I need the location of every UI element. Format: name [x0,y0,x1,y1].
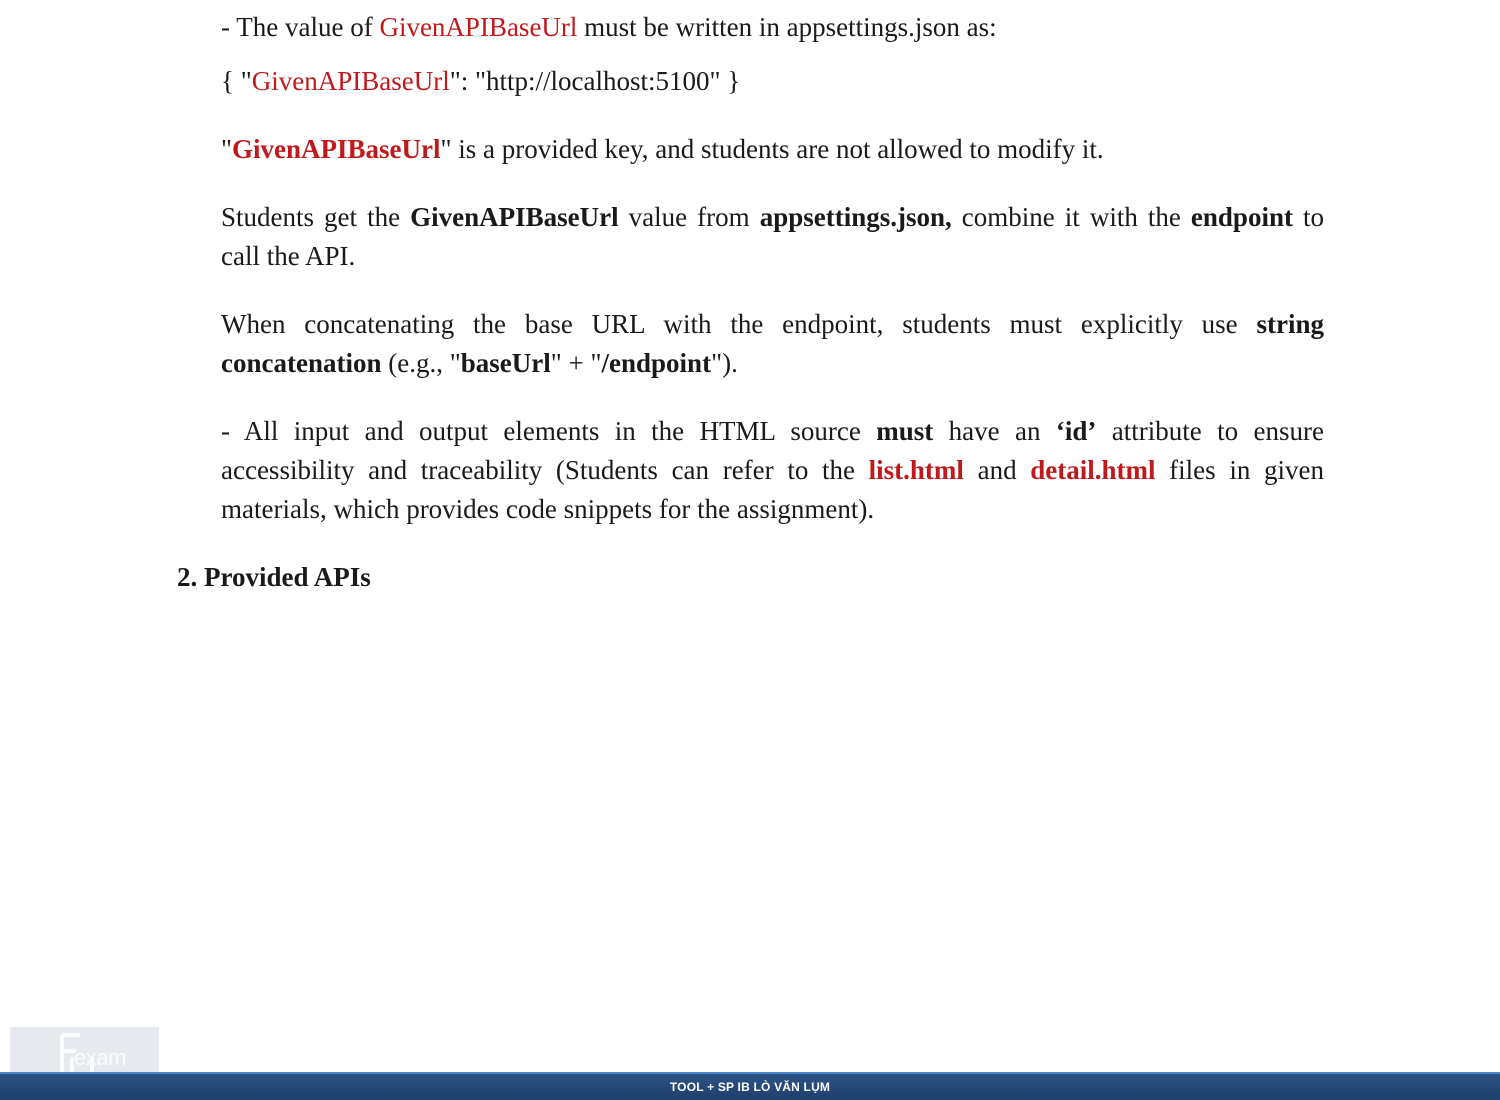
json-example-line: { "GivenAPIBaseUrl": "http://localhost:5100" } [221,66,741,96]
list-html-reference: list.html [868,455,964,485]
footer-bar [0,1072,1500,1100]
provided-key-note: "GivenAPIBaseUrl" is a provided key, and students are not allowed to modify it. [221,134,1104,164]
appsettings-instruction-line: - The value of GivenAPIBaseUrl must be written in appsettings.json as: [221,12,997,42]
id-attribute-paragraph: - All input and output elements in the HTML source must have an ‘id’ attribute to ensure accessibility and traceability (Students can refer to the list.html and detail.html files in given materials, which provides code snippets for the assignment). [221,416,1324,524]
given-api-base-url-key: GivenAPIBaseUrl [379,12,578,42]
json-example-key: GivenAPIBaseUrl [251,66,450,96]
footer-text: TOOL + SP IB LÒ VĂN LỤM [669,1080,831,1094]
appsettings-filename: appsettings.json [786,12,960,42]
watermark-logo-text: exam [74,1045,126,1070]
provided-key-name: GivenAPIBaseUrl [232,134,441,164]
string-concatenation-paragraph: When concatenating the base URL with the endpoint, students must explicitly use string concatenation (e.g., "baseUrl" + "/endpoint"). [221,309,1324,378]
section-heading-provided-apis: 2. Provided APIs [177,562,371,592]
combine-endpoint-paragraph: Students get the GivenAPIBaseUrl value from appsettings.json, combine it with the endpoint to call the API. [221,202,1324,271]
detail-html-reference: detail.html [1030,455,1156,485]
